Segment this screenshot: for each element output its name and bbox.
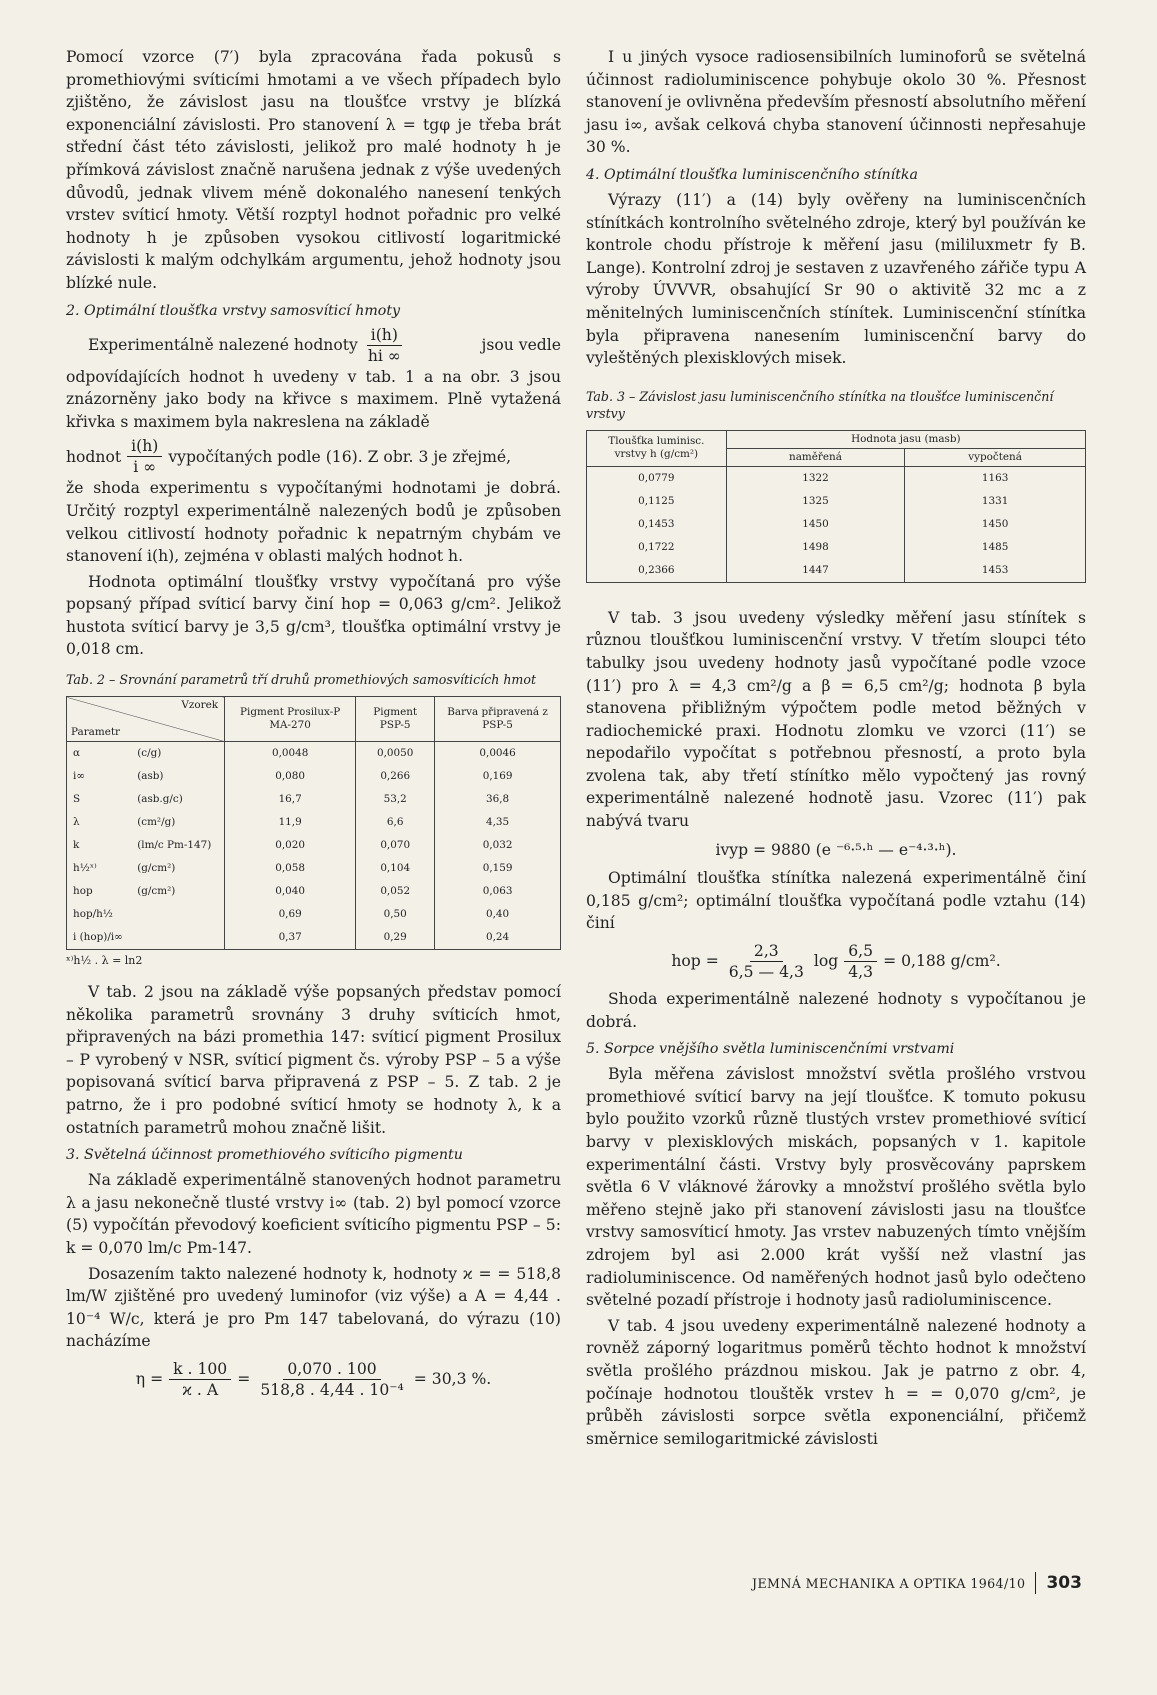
table-row	[587, 559, 1086, 583]
paragraph-intro: Pomocí vzorce (7′) byla zpracována řada pokusů s promethiovými svíticími hmotami a ve všech případech bylo zjištěno, že závislost jasu na tloušťce vrstvy je blízká exponenciální závislosti. Pro stanovení λ = tgφ je třeba brát střední část této závislosti, jelikož pro malé hodnoty h je přímková závislost značně narušena jednak z výše uvedených důvodů, jednak vlivem méně dokonalého nanesení tenkých vrstev svíticí hmoty. Větší rozptyl hodnot pořadnic pro velké hodnoty h je způsoben vysokou citlivostí logaritmické závislosti k malým odchylkám argumentu, jehož hodnoty jsou blízké nule.	[66, 48, 561, 292]
equation-eta	[66, 1359, 561, 1400]
equation-rhs: = 30,3 %.	[413, 1370, 492, 1389]
fraction-numerator: 2,3	[750, 941, 783, 962]
table-cell: 0,1125	[587, 490, 727, 513]
left-column	[66, 46, 561, 1406]
table-cell: 1331	[905, 490, 1086, 513]
table-cell: 0,020	[225, 834, 356, 857]
table-row	[67, 788, 561, 811]
param-symbol: α	[67, 742, 134, 766]
table-3-header-brightness: Hodnota jasu (masb)	[726, 430, 1085, 448]
text-fragment: hodnot	[66, 447, 122, 466]
table-cell: 53,2	[356, 788, 435, 811]
section-4-heading: 4. Optimální tloušťka luminiscenčního stínítka	[586, 166, 918, 183]
section-5-paragraph-b: V tab. 4 jsou uvedeny experimentálně nalezené hodnoty a rovněž záporný logaritmus poměrů těchto hodnot k množství světla prošlého prázdnou miskou. Jak je patrno z obr. 4, počínaje hodnotou tlouštěk vrstev h = = 0,070 g/cm², je průběh závislosti sorpce světla exponenciální, přičemž směrnice semilogaritmické závislosti	[586, 1316, 1086, 1448]
fraction-numerator: 0,070 . 100	[283, 1359, 380, 1380]
fraction-numerator: i(h)	[367, 325, 402, 346]
paragraph-agreement: Shoda experimentálně nalezené hodnoty s vypočítanou je dobrá.	[586, 990, 1086, 1031]
section-3-paragraph-b: Dosazením takto nalezené hodnoty k, hodnoty ϰ = = 518,8 lm/W zjištěné pro uvedený luminofor (viz výše) a A = 4,44 . 10⁻⁴ W/c, která je pro Pm 147 tabelovaná, do výrazu (10) nacházíme	[66, 1264, 561, 1351]
journal-title: JEMNÁ MECHANIKA A OPTIKA 1964/10	[752, 1575, 1026, 1591]
table-cell: 0,2366	[587, 559, 727, 583]
table-cell: 0,040	[225, 880, 356, 903]
equation-lhs: hop =	[671, 952, 719, 971]
table-cell: 4,35	[435, 811, 561, 834]
table-cell: 0,266	[356, 765, 435, 788]
equation-ivyp: ivyp = 9880 (e ⁻⁶·⁵·ʰ — e⁻⁴·³·ʰ).	[715, 840, 957, 859]
fraction	[725, 941, 808, 982]
table-cell: 0,169	[435, 765, 561, 788]
section-5-paragraph-a: Byla měřena závislost množství světla prošlého vrstvou promethiové svíticí barvy na její tloušťce. K tomuto pokusu bylo použito vzorků různě tlustých vrstev promethiové svíticí barvy v plexisklových miskách, popsaných v 1. kapitole experimentální části. Vrstvy byly prosvěcovány paprskem světla 6 V vláknové žárovky a množství prošlého světla bylo měřeno stejně jako při stanovení závislosti jasu na tloušťce vrstvy samosvíticí hmoty. Jas vrstev nabuzených tímto vnějším zdrojem byl asi 2.000 krát vyšší než vlastní jas radioluminiscence. Od naměřených hodnot jasů bylo odečteno světelné pozadí přístroje i hodnoty jasů radioluminiscence.	[586, 1065, 1086, 1310]
equation-lhs: η =	[135, 1370, 164, 1389]
param-symbol: S	[67, 788, 134, 811]
table-cell: 6,6	[356, 811, 435, 834]
table-cell: 36,8	[435, 788, 561, 811]
param-unit	[133, 926, 224, 950]
section-4-paragraph: Výrazy (11′) a (14) byly ověřeny na luminiscenčních stínítkách kontrolního světelného zdroje, který byl používán ke kontrole chodu přístroje k měření jasu (mililuxmetr fy B. Lange). Kontrolní zdroj je sestaven z uzavřeného zářiče typu A výroby ÚVVVR, obsahující Sr 90 o aktivitě 32 mc a z měnitelných luminiscenčních stínítek. Luminiscenční stínítka byla připravena nanesením luminiscenční barvy do vyleštěných plexisklových misek.	[586, 190, 1086, 368]
table-cell: 0,0048	[225, 742, 356, 766]
table-cell: 0,032	[435, 834, 561, 857]
table-row	[587, 490, 1086, 513]
table-cell: 0,104	[356, 857, 435, 880]
table-row	[67, 834, 561, 857]
paragraph-table-3: V tab. 3 jsou uvedeny výsledky měření jasu stínítek s různou tloušťkou luminiscenční vrstvy. V třetím sloupci této tabulky jsou uvedeny hodnoty jasů vypočítané podle vzoce (11′) pro λ = 4,3 cm²/g a β = 6,5 cm²/g; hodnota β byla stanovena přibližným výpočtem podle metod běžných v radiochemické praxi. Hodnotu zlomku ve vzorci (11′) se nepodařilo vypočítat s potřebnou přesností, a proto byla zvolena tak, aby třetí stínítko mělo vypočtený jas rovný experimentálně nalezené hodnotě jasu. Vzorec (11′) pak nabývá tvaru	[586, 608, 1086, 831]
table-row	[67, 857, 561, 880]
table-cell: 0,40	[435, 903, 561, 926]
section-2-heading: 2. Optimální tloušťka vrstvy samosvíticí hmoty	[66, 302, 401, 319]
fraction-denominator: 518,8 . 4,44 . 10⁻⁴	[260, 1380, 404, 1399]
section-2-paragraph-b: odpovídajících hodnot h uvedeny v tab. 1 a na obr. 3 jsou znázorněny jako body na křivce s maximem. Plně vytažená křivka s maximem byla nakreslena na základě	[66, 367, 561, 431]
table-cell: 0,063	[435, 880, 561, 903]
table-2	[66, 696, 561, 950]
fraction-numerator: 6,5	[844, 941, 877, 962]
table-3-header-thickness: Tloušťka luminisc. vrstvy h (g/cm²)	[587, 430, 727, 466]
table-cell: 0,24	[435, 926, 561, 950]
param-unit	[133, 903, 224, 926]
table-cell: 0,159	[435, 857, 561, 880]
section-5-heading: 5. Sorpce vnějšího světla luminiscenčními vrstvami	[586, 1041, 955, 1058]
table-row	[587, 513, 1086, 536]
paragraph-optimal: Optimální tloušťka stínítka nalezená experimentálně činí 0,185 g/cm²; optimální tloušťka vypočítaná podle vztahu (14) činí	[586, 869, 1086, 933]
table-cell: 1322	[726, 466, 905, 490]
text-fragment: Experimentálně nalezené hodnoty	[88, 335, 358, 354]
param-unit: (c/g)	[133, 742, 224, 766]
section-3-paragraph-a: Na základě experimentálně stanovených hodnot parametru λ a jasu nekonečně tlusté vrstvy i∞ (tab. 2) byl pomocí vzorce (5) vypočítán převodový koeficient svíticího pigmentu PSP – 5: k = 0,070 lm/c Pm-147.	[66, 1171, 561, 1257]
table-cell: 0,1722	[587, 536, 727, 559]
table-cell: 0,50	[356, 903, 435, 926]
table-row	[67, 926, 561, 950]
footer-divider	[1035, 1572, 1036, 1594]
table-cell: 0,0046	[435, 742, 561, 766]
table-2-caption: Tab. 2 – Srovnání parametrů tří druhů promethiových samosvíticích hmot	[66, 672, 537, 688]
corner-label-parameter: Parametr	[71, 726, 121, 739]
table-row	[67, 880, 561, 903]
param-unit: (g/cm²)	[133, 880, 224, 903]
right-column	[586, 46, 1086, 1453]
table-cell: 1453	[905, 559, 1086, 583]
fraction-numerator: k . 100	[169, 1359, 231, 1380]
fraction	[169, 1359, 231, 1400]
table-row	[67, 742, 561, 766]
table-3-header-measured: naměřená	[726, 448, 905, 466]
table-cell: 1325	[726, 490, 905, 513]
log-operator: log	[813, 952, 839, 971]
param-symbol: h½ˣ⁾	[67, 857, 134, 880]
section-2-line-1	[66, 325, 561, 366]
paragraph-top: I u jiných vysoce radiosensibilních luminoforů se světelná účinnost radioluminiscence pohybuje okolo 30 %. Přesnost stanovení je ovlivněna především přesností absolutního měření jasu i∞, avšak celková chyba stanovení účinnosti nepřesahuje 30 %.	[586, 48, 1086, 157]
table-3-caption: Tab. 3 – Závislost jasu luminiscenčního stínítka na tloušťce luminiscenční vrstvy	[586, 388, 1054, 421]
table-cell: 0,69	[225, 903, 356, 926]
fraction	[256, 1359, 407, 1400]
equals-sign: =	[237, 1370, 251, 1389]
fraction-denominator: 4,3	[848, 963, 874, 982]
page-footer	[752, 1572, 1082, 1594]
param-symbol: i∞	[67, 765, 134, 788]
fraction-ih-hi	[364, 325, 405, 366]
table-2-header: Pigment PSP-5	[356, 697, 435, 742]
table-cell: 11,9	[225, 811, 356, 834]
text-fragment: vypočítaných podle (16). Z obr. 3 je zřejmé,	[168, 447, 512, 466]
table-2-corner-header	[67, 697, 225, 742]
table-cell: 1485	[905, 536, 1086, 559]
table-3-header-calculated: vypočtená	[905, 448, 1086, 466]
table-2-header: Barva připravená z PSP-5	[435, 697, 561, 742]
param-symbol: hop	[67, 880, 134, 903]
table-cell: 1450	[905, 513, 1086, 536]
table-cell: 0,080	[225, 765, 356, 788]
param-symbol: λ	[67, 811, 134, 834]
param-unit: (asb.g/c)	[133, 788, 224, 811]
section-2-paragraph-e: Hodnota optimální tloušťky vrstvy vypočítaná pro výše popsaný případ svíticí barvy činí hop = 0,063 g/cm². Jelikož hustota svíticí barvy je 3,5 g/cm³, tloušťka optimální vrstvy je 0,018 cm.	[66, 572, 561, 659]
paragraph-table-2: V tab. 2 jsou na základě výše popsaných představ pomocí několika parametrů srovnány 3 druhy svíticích hmot, připravených na bázi promethia 147: svíticí pigment Prosilux – P vyrobený v NSR, svíticí pigment čs. výroby PSP – 5 a výše popisovaná svíticí barva připravená z PSP – 5. Z tab. 2 je patrno, že i pro podobné svíticí hmoty se hodnoty λ, k a ostatních parametrů mohou značně lišit.	[66, 983, 561, 1137]
table-row	[67, 765, 561, 788]
table-cell: 1447	[726, 559, 905, 583]
section-3-heading: 3. Světelná účinnost promethiového svíticího pigmentu	[66, 1147, 463, 1164]
table-row	[67, 903, 561, 926]
fraction-denominator: i ∞	[133, 458, 157, 477]
corner-label-sample: Vzorek	[181, 699, 219, 712]
fraction-denominator: 6,5 — 4,3	[728, 963, 804, 982]
section-2-line-2	[66, 436, 561, 477]
table-row	[587, 536, 1086, 559]
table-2-header: Pigment Prosilux-P MA-270	[225, 697, 356, 742]
fraction-numerator: i(h)	[127, 436, 162, 457]
param-symbol: i (hop)/i∞	[67, 926, 134, 950]
param-unit: (cm²/g)	[133, 811, 224, 834]
fraction-ih-i	[127, 436, 162, 477]
table-cell: 0,29	[356, 926, 435, 950]
table-cell: 0,1453	[587, 513, 727, 536]
table-cell: 1163	[905, 466, 1086, 490]
fraction	[844, 941, 877, 982]
table-cell: 0,37	[225, 926, 356, 950]
page-number: 303	[1046, 1573, 1082, 1593]
param-unit: (lm/c Pm-147)	[133, 834, 224, 857]
section-2-paragraph-d: že shoda experimentu s vypočítanými hodnotami je dobrá. Určitý rozptyl experimentálně nalezených bodů je způsoben velkou citlivostí hodnoty pořadnic k nepatrným chybám ve stanovení i(h), zejména v oblasti malých hodnot h.	[66, 479, 561, 566]
table-3	[586, 430, 1086, 583]
fraction-denominator: ϰ . A	[182, 1380, 219, 1399]
table-cell: 0,070	[356, 834, 435, 857]
table-cell: 0,052	[356, 880, 435, 903]
table-row	[587, 466, 1086, 490]
table-cell: 1498	[726, 536, 905, 559]
table-cell: 0,0050	[356, 742, 435, 766]
table-2-footnote: ˣ⁾h½ . λ = ln2	[66, 954, 143, 968]
table-cell: 0,0779	[587, 466, 727, 490]
table-cell: 16,7	[225, 788, 356, 811]
table-cell: 0,058	[225, 857, 356, 880]
table-row	[67, 811, 561, 834]
fraction-denominator: hi ∞	[367, 346, 401, 365]
param-symbol: hop/h½	[67, 903, 134, 926]
param-unit: (g/cm²)	[133, 857, 224, 880]
param-unit: (asb)	[133, 765, 224, 788]
param-symbol: k	[67, 834, 134, 857]
text-fragment: jsou vedle	[481, 335, 561, 354]
equation-hop	[586, 941, 1086, 982]
equation-rhs: = 0,188 g/cm².	[883, 952, 1001, 971]
table-cell: 1450	[726, 513, 905, 536]
